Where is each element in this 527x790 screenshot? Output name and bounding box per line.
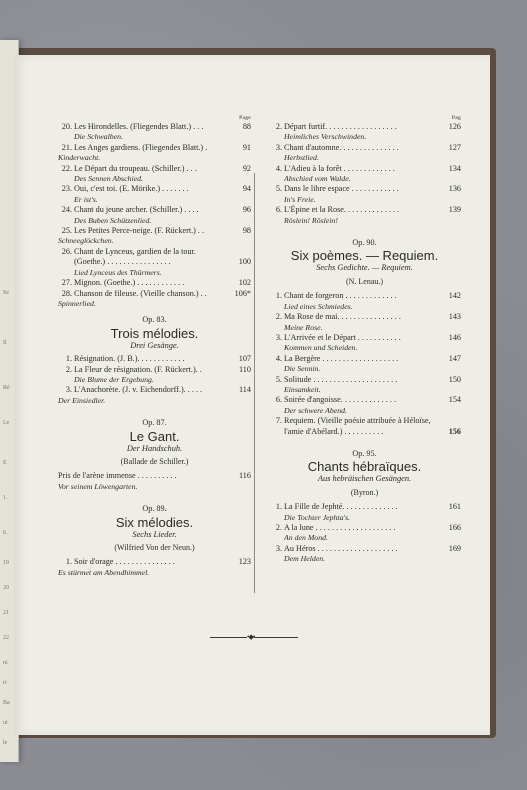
toc-entry: 28. Chanson de fileuse. (Vieille chanson.) . . 106* — [61, 288, 251, 298]
toc-entry: 3. Au Héros . . . . . . . . . . . . . . . . . . . . 169 — [275, 543, 461, 553]
left-page-bleed-text: 1. — [3, 495, 8, 501]
opus-number: Op. 83. — [142, 315, 167, 325]
german-title: Die Blume der Ergebung. — [74, 374, 154, 384]
german-title: Die Schwalben. — [74, 132, 123, 142]
toc-entry: 25. Les Petites Perce-neige. (F. Rückert.) . . 98 — [61, 226, 251, 236]
toc-entry: 2. Ma Rose de mai. . . . . . . . . . . . . . . . 143 — [275, 312, 461, 322]
opus-number: Op. 89. — [142, 504, 167, 514]
opus-number: Op. 90. — [352, 238, 377, 248]
left-column — [58, 115, 251, 578]
column-divider — [254, 173, 255, 593]
section-heading: Chants hébraïques. — [307, 459, 422, 475]
german-title: Meine Rose. — [284, 322, 323, 332]
page-column-header: Page — [239, 115, 251, 121]
german-title: Lied eines Schmiedes. — [284, 301, 353, 311]
section-heading: Trois mélodies. — [110, 325, 199, 341]
german-title: Einsamkeit. — [284, 384, 321, 394]
german-title: Spinnerlied. — [58, 298, 96, 308]
toc-entry: 2. Départ furtif. . . . . . . . . . . . . . . . . . 126 — [275, 122, 461, 131]
section-heading: Six poèmes. — Requiem. — [290, 248, 439, 264]
toc-entry: 1. Soir d'orage . . . . . . . . . . . . . . . 123 — [65, 557, 251, 567]
toc-entry: 2. La Fleur de résignation. (F. Rückert.). . 110 — [65, 364, 251, 374]
german-title: Die Sennin. — [284, 364, 321, 374]
section-author: (Wilfried Von der Neun.) — [114, 543, 195, 552]
left-page-bleed-text: Il — [3, 340, 7, 346]
section-subheading: Der Handschuh. — [126, 443, 183, 453]
section-author: (N. Lenau.) — [345, 276, 384, 286]
toc-entry-continuation: l'amie d'Abélard.) . . . . . . . . . . 156 — [284, 426, 461, 436]
toc-entry: Pris de l'arène immense . . . . . . . . . . 116 — [58, 471, 251, 481]
section-heading: Le Gant. — [129, 428, 180, 444]
german-title: Lied Lynceus des Thürmers. — [74, 267, 162, 277]
german-title: Der schwere Abend. — [284, 405, 348, 415]
toc-entry: 1. Chant de forgeron . . . . . . . . . . . . . 142 — [275, 291, 461, 301]
german-title: Es stürmet am Abendhimmel. — [58, 567, 150, 577]
german-title: Die Tochter Jephta's. — [284, 512, 351, 522]
toc-entry: 2. A la lune . . . . . . . . . . . . . . . . . . . . 166 — [275, 523, 461, 532]
left-page-bleed-text: ui — [3, 720, 8, 726]
german-title: Abschied vom Walde. — [284, 174, 351, 184]
german-title: Kommen und Scheiden. — [284, 343, 358, 353]
german-title: Des Buben Schützenlied. — [74, 215, 152, 225]
left-page-bleed-text: ni — [3, 660, 8, 666]
german-title: Schneeglöckchen. — [58, 236, 114, 246]
toc-entry: 5. Dans le libre espace . . . . . . . . . . . . 136 — [275, 184, 461, 194]
toc-entry: 3. Chant d'automne. . . . . . . . . . . . . . . 127 — [275, 142, 461, 152]
german-title: In's Freie. — [284, 194, 316, 204]
german-title: Der Einsiedler. — [58, 395, 106, 405]
section-subheading: Sechs Gedichte. — Requiem. — [316, 263, 413, 273]
toc-entry: 1. La Fille de Jephté. . . . . . . . . . . . . . 161 — [275, 502, 461, 512]
toc-entry: 5. Solitude . . . . . . . . . . . . . . . . . . . . . 150 — [275, 374, 461, 384]
toc-entry: 3. L'Arrivée et le Départ . . . . . . . . . . . 146 — [275, 332, 461, 342]
toc-entry: 23. Oui, c'est toi. (E. Mörike.) . . . . . . . 94 — [61, 184, 251, 194]
opus-number: Op. 87. — [142, 418, 167, 428]
toc-entry: 20. Les Hirondelles. (Fliegendes Blatt.) . . . 88 — [61, 122, 251, 131]
toc-entry: 27. Mignon. (Goethe.) . . . . . . . . . . . . 102 — [61, 278, 251, 288]
left-page-bleed-text: le — [3, 740, 8, 746]
german-title: Röslein! Röslein! — [284, 215, 338, 225]
toc-entry: 1. Résignation. (J. B.). . . . . . . . . . . . 107 — [65, 354, 251, 364]
left-page-bleed-text: E — [3, 460, 7, 466]
german-title: Kinderwacht. — [58, 153, 101, 163]
german-title: Dem Helden. — [284, 554, 326, 564]
german-title: Heimliches Verschwinden. — [284, 132, 367, 142]
section-heading: Six mélodies. — [115, 514, 194, 530]
section-subheading: Sechs Lieder. — [132, 529, 177, 539]
left-page-bleed-text: Se — [3, 290, 9, 296]
left-page-bleed-text: Ré — [3, 385, 10, 391]
section-author: (Ballade de Schiller.) — [120, 456, 189, 466]
toc-entry: 6. Soirée d'angoisse. . . . . . . . . . . . . . 154 — [275, 395, 461, 405]
toc-entry: 3. L'Anachorète. (J. v. Eichendorff.). . . . . 114 — [65, 385, 251, 395]
right-column — [268, 115, 461, 565]
toc-entry: 21. Les Anges gardiens. (Fliegendes Blatt.) . 91 — [61, 142, 251, 152]
section-subheading: Aus hebräischen Gesängen. — [317, 474, 412, 484]
toc-entry: 6. L'Épine et la Rose. . . . . . . . . . . . . . 139 — [275, 205, 461, 215]
toc-entry: 4. La Bergère . . . . . . . . . . . . . . . . . . . 147 — [275, 353, 461, 363]
german-title: Des Sennen Abschied. — [74, 174, 143, 184]
page-column-header: Pag — [451, 115, 461, 121]
section-author: (Byron.) — [350, 487, 379, 497]
left-page-bleed-text: 6. — [3, 530, 8, 536]
book-page — [14, 55, 490, 735]
ornament-divider — [210, 634, 298, 642]
toc-entry: 24. Chant du jeune archer. (Schiller.) . . . . 96 — [61, 205, 251, 215]
ornament-icon: •◆• — [247, 633, 255, 641]
toc-entry: 7. Requiem. (Vieille poésie attribuée à Héloïse, — [275, 416, 431, 426]
german-title: An den Mond. — [284, 533, 328, 543]
left-page-bleed-text: 19 — [3, 560, 9, 566]
left-page-bleed-text: Ba — [3, 700, 10, 706]
german-title: Er ist's. — [74, 194, 98, 204]
left-page-bleed-text: ri — [3, 680, 7, 686]
left-page-bleed-text: 22 — [3, 635, 9, 641]
left-page-bleed-text: 20 — [3, 585, 9, 591]
toc-entry: 22. Le Départ du troupeau. (Schiller.) . . . 92 — [61, 163, 251, 173]
toc-entry-continuation: (Goethe.) . . . . . . . . . . . . . . . . 100 — [74, 257, 251, 267]
german-title: Herbstlied. — [284, 153, 319, 163]
toc-entry: 26. Chant de Lynceus, gardien de la tour. — [61, 246, 196, 256]
german-title: Vor seinem Löwengarten. — [58, 481, 138, 491]
opus-number: Op. 95. — [352, 448, 377, 458]
section-subheading: Drei Gesänge. — [130, 340, 179, 350]
left-page-bleed-text: 21 — [3, 610, 9, 616]
toc-entry: 4. L'Adieu à la forêt . . . . . . . . . . . . . 134 — [275, 163, 461, 173]
left-page-bleed-text: Le — [3, 420, 10, 426]
